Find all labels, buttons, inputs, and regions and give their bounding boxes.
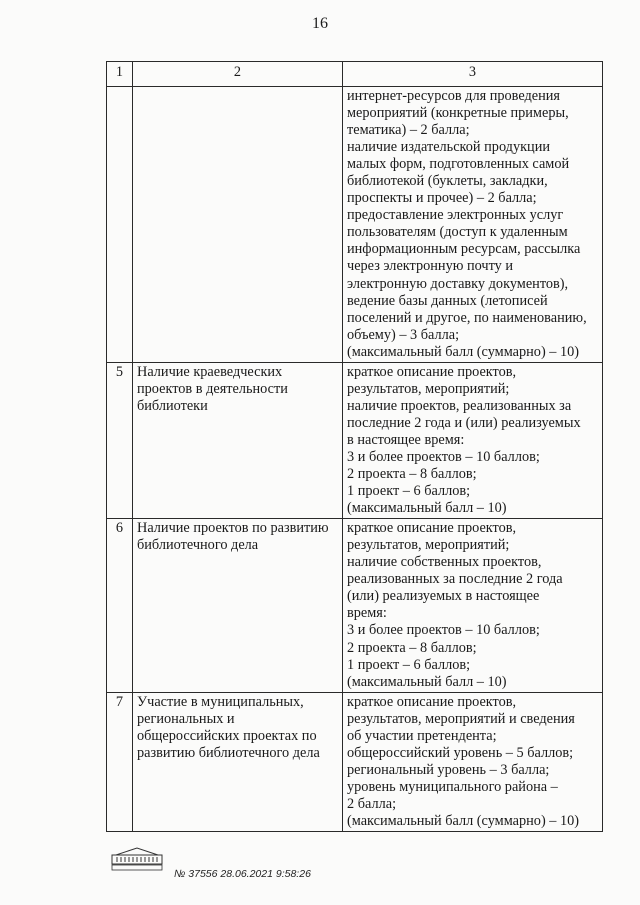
criterion-line: развитию библиотечного дела	[137, 744, 320, 761]
row-number: 6	[107, 519, 133, 692]
description-line: библиотекой (буклеты, закладки,	[347, 173, 548, 190]
description-line: уровень муниципального района –	[347, 778, 558, 795]
criterion-line: общероссийских проектах по	[137, 727, 317, 744]
header-cell: 3	[343, 62, 603, 87]
description-line: 1 проект – 6 баллов;	[347, 483, 471, 500]
description-line: интернет-ресурсов для проведения	[347, 88, 561, 104]
description-line: (максимальный балл (суммарно) – 10)	[347, 812, 580, 829]
description-line: наличие издательской продукции	[347, 139, 551, 156]
description-line: пользователям (доступ к удаленным	[347, 224, 568, 241]
description-line: общероссийский уровень – 5 баллов;	[347, 744, 574, 761]
criteria-table	[106, 61, 603, 832]
table-row	[107, 692, 603, 831]
row-number: 5	[107, 362, 133, 518]
electronic-signature-stamp	[108, 846, 166, 872]
description-line: краткое описание проектов,	[347, 520, 517, 537]
description-line: тематика) – 2 балла;	[347, 122, 470, 139]
description-line: 3 и более проектов – 10 баллов;	[347, 448, 540, 465]
criterion-line: Наличие краеведческих	[137, 363, 283, 380]
description-line: краткое описание проектов,	[347, 363, 517, 380]
criterion-cell	[133, 519, 343, 692]
description-line: предоставление электронных услуг	[347, 207, 564, 224]
description-line: результатов, мероприятий и сведения	[347, 710, 575, 727]
description-line: краткое описание проектов,	[347, 693, 517, 710]
description-line: 2 проекта – 8 баллов;	[347, 639, 477, 656]
description-line: ведение базы данных (летописей	[347, 292, 548, 309]
description-line: наличие собственных проектов,	[347, 554, 542, 571]
description-line: реализованных за последние 2 года	[347, 571, 563, 588]
table-row	[107, 87, 603, 363]
page-number: 16	[312, 15, 328, 32]
description-line: (или) реализуемых в настоящее	[347, 588, 540, 605]
table-header-row	[107, 62, 603, 87]
description-cell	[343, 519, 603, 692]
description-line: об участии претендента;	[347, 727, 497, 744]
description-line: результатов, мероприятий;	[347, 537, 510, 554]
description-line: (максимальный балл – 10)	[347, 500, 507, 517]
criterion-line: региональных и	[137, 710, 235, 727]
description-line: 1 проект – 6 баллов;	[347, 656, 471, 673]
description-cell	[343, 692, 603, 831]
table-row	[107, 519, 603, 692]
description-line: 3 и более проектов – 10 баллов;	[347, 622, 540, 639]
description-line: 2 балла;	[347, 795, 397, 812]
description-line: объему) – 3 балла;	[347, 326, 460, 343]
criterion-cell	[133, 362, 343, 518]
description-line: электронную доставку документов),	[347, 275, 569, 292]
criterion-line: проектов в деятельности	[137, 380, 288, 397]
description-line: время:	[347, 605, 387, 622]
row-number: 7	[107, 692, 133, 831]
criterion-line: Наличие проектов по развитию	[137, 520, 329, 537]
description-line: наличие проектов, реализованных за	[347, 397, 572, 414]
description-line: (максимальный балл (суммарно) – 10)	[347, 343, 580, 360]
criterion-line: Участие в муниципальных,	[137, 693, 304, 710]
registration-stamp: № 37556 28.06.2021 9:58:26	[174, 868, 311, 880]
description-line: информационным ресурсам, рассылка	[347, 241, 581, 258]
description-line: (максимальный балл – 10)	[347, 673, 507, 690]
description-cell	[343, 362, 603, 518]
criterion-cell	[133, 87, 343, 363]
table-row	[107, 362, 603, 518]
header-cell: 2	[133, 62, 343, 87]
description-line: проспекты и прочее) – 2 балла;	[347, 190, 537, 207]
criterion-line: библиотечного дела	[137, 537, 259, 554]
criterion-cell	[133, 692, 343, 831]
description-line: в настоящее время:	[347, 431, 465, 448]
description-line: региональный уровень – 3 балла;	[347, 761, 550, 778]
header-cell: 1	[107, 62, 133, 87]
description-line: через электронную почту и	[347, 258, 514, 275]
row-number	[107, 87, 133, 363]
description-line: мероприятий (конкретные примеры,	[347, 105, 569, 122]
description-cell	[343, 87, 603, 363]
description-line: поселений и другое, по наименованию,	[347, 309, 587, 326]
description-line: малых форм, подготовленных самой	[347, 156, 570, 173]
criterion-line: библиотеки	[137, 397, 208, 414]
description-line: последние 2 года и (или) реализуемых	[347, 414, 581, 431]
description-line: 2 проекта – 8 баллов;	[347, 466, 477, 483]
description-line: результатов, мероприятий;	[347, 380, 510, 397]
